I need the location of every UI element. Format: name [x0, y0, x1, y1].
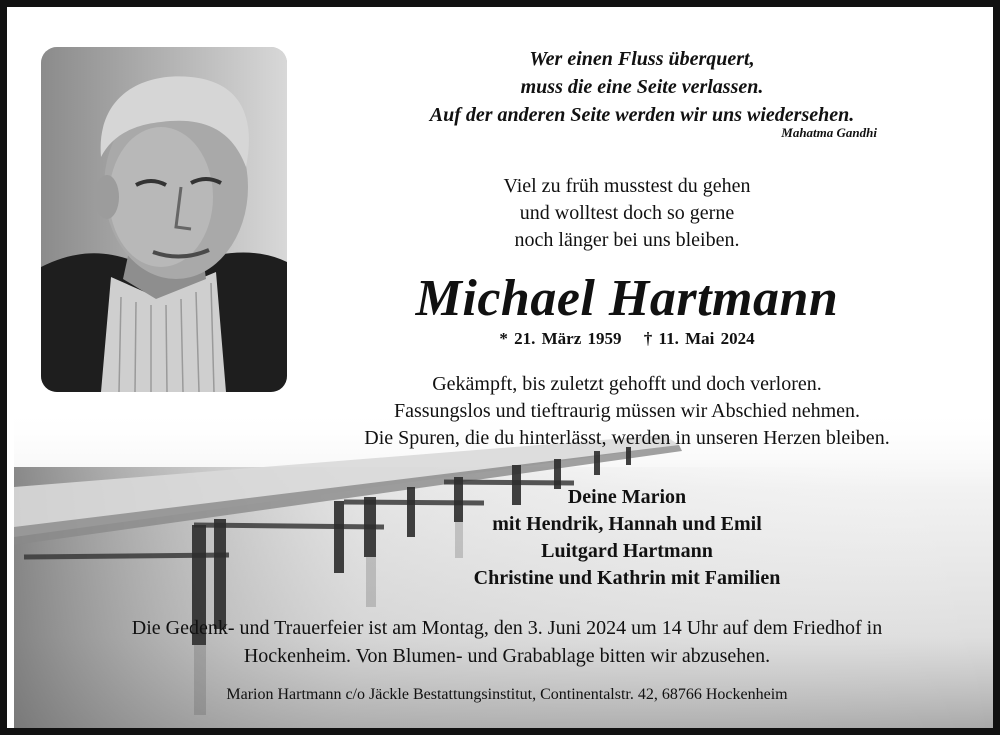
portrait-photo: [41, 47, 287, 392]
verse-line: und wolltest doch so gerne: [519, 202, 735, 224]
death-date: † 11. Mai 2024: [643, 329, 755, 348]
verse-line: noch länger bei uns bleiben.: [514, 229, 740, 251]
quote-line: muss die eine Seite verlassen.: [520, 76, 764, 98]
quote: [357, 45, 927, 129]
verse-line: Viel zu früh musstest du gehen: [503, 175, 751, 197]
mourner: Luitgard Hartmann: [541, 540, 713, 562]
contact-address: Marion Hartmann c/o Jäckle Bestattungsinstitut, Continentalstr. 42, 68766 Hockenheim: [226, 686, 788, 703]
closing-line: Die Spuren, die du hinterlässt, werden in unseren Herzen bleiben.: [364, 427, 890, 449]
birth-date: * 21. März 1959: [499, 329, 622, 348]
closing-line: Fassungslos und tieftraurig müssen wir Abschied nehmen.: [393, 400, 861, 422]
service-line: Hockenheim. Von Blumen- und Grabablage bitten wir abzusehen.: [243, 645, 771, 667]
closing-text: [297, 371, 957, 452]
verse: [337, 173, 917, 254]
deceased-name: Michael Hartmann: [415, 270, 839, 327]
quote-author: Mahatma Gandhi: [781, 125, 877, 140]
quote-line: Wer einen Fluss überquert,: [529, 48, 755, 70]
mourner: Christine und Kathrin mit Familien: [473, 567, 781, 589]
quote-line: Auf der anderen Seite werden wir uns wiedersehen.: [429, 104, 855, 126]
life-dates: [387, 328, 867, 350]
service-line: Die Gedenk- und Trauerfeier ist am Montag, den 3. Juni 2024 um 14 Uhr auf dem Friedhof in: [131, 617, 883, 639]
service-info: [27, 614, 987, 670]
mourners-list: [377, 484, 877, 592]
mourner: mit Hendrik, Hannah und Emil: [492, 513, 762, 535]
portrait-image: [41, 47, 287, 392]
closing-line: Gekämpft, bis zuletzt gehofft und doch verloren.: [432, 373, 822, 395]
mourner: Deine Marion: [567, 486, 687, 508]
